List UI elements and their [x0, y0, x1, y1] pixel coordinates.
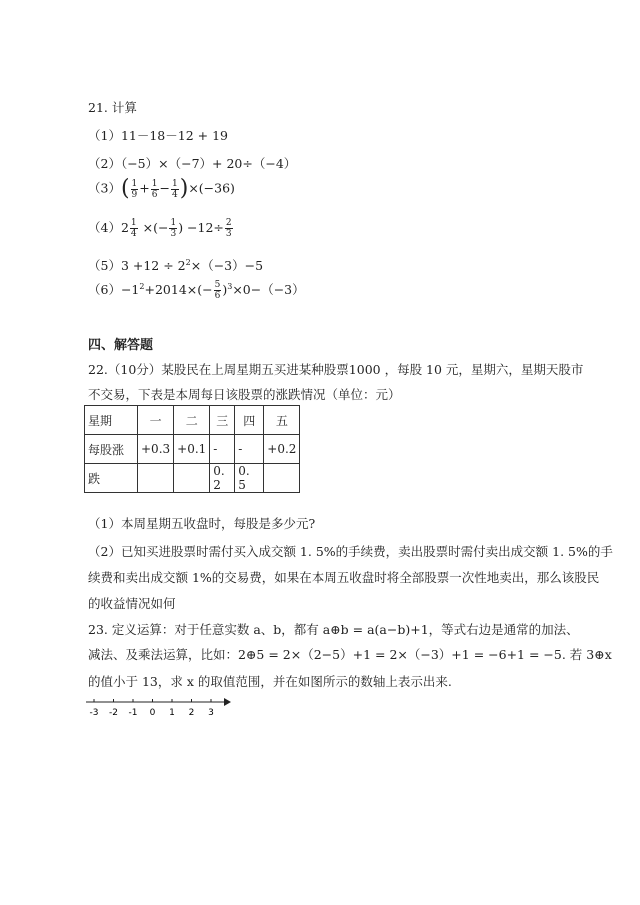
q21-part3: （3）( $\frac{1}{9}$ + $\frac{1}{6}$ − $\frac{1}{4}$ )×(−36) — [88, 176, 235, 201]
q21-part1: （1）11－18－12 + 19 — [88, 128, 228, 143]
number-line-label: 3 — [208, 708, 214, 718]
table-cell: 三 — [210, 406, 235, 435]
number-line-label: -2 — [109, 708, 118, 718]
q22-line1: 22.（10分）某股民在上周星期五买进某种股票1000 ，每股 10 元，星期六，星期天股市 — [88, 362, 584, 377]
q21-part2: （2）（−5）×（−7）+ 20÷（−4） — [88, 156, 297, 171]
q22-line2: 不交易，下表是本周每日该股票的涨跌情况（单位：元） — [88, 387, 401, 402]
table-cell: 五 — [264, 406, 300, 435]
table-cell: 星期 — [85, 406, 138, 435]
table-row — [85, 435, 300, 464]
q21-part5: $(5)3 +12 \div 2^2\times(-3)-5$ — [88, 257, 264, 273]
table-header-row — [85, 406, 300, 435]
table-cell: 跌 — [85, 464, 138, 493]
table-row — [85, 464, 300, 493]
number-line-label: 0 — [149, 708, 156, 718]
table-cell: +0.1 — [174, 435, 210, 464]
table-cell: - — [210, 435, 235, 464]
q22-sub2-line2: 续费和卖出成交额 1%的交易费，如果在本周五收盘时将全部股票一次性地卖出，那么该股民 — [88, 570, 600, 585]
q22-sub1: （1）本周星期五收盘时，每股是多少元? — [88, 516, 316, 531]
q22-sub2-line3: 的收益情况如何 — [88, 596, 176, 611]
q23-line2: 减法、及乘法运算，比如：2⊕5 = 2×（2−5）+1 = 2×（−3）+1 = −6+1 = −5. 若 3⊕x — [88, 647, 612, 662]
table-cell: 0. 5 — [235, 464, 264, 493]
table-cell: 0. 2 — [210, 464, 235, 493]
number-line-label: -3 — [89, 708, 99, 718]
number-line-label: 2 — [188, 708, 195, 718]
number-line — [84, 696, 234, 722]
q22-sub2-line1: （2）已知买进股票时需付买入成交额 1. 5%的手续费，卖出股票时需付卖出成交额 1. 5%的手 — [88, 544, 613, 559]
q23-line3: 的值小于 13，求 x 的取值范围，并在如图所示的数轴上表示出来. — [88, 674, 452, 689]
table-cell: 二 — [174, 406, 210, 435]
number-line-label: -1 — [128, 708, 138, 718]
table-cell — [138, 464, 174, 493]
table-cell: - — [235, 435, 264, 464]
q21-part4: （4）2 $\frac{1}{4}$ ×(− $\frac{1}{3}$ ) −12÷ $\frac{2}{3}$ — [88, 218, 232, 239]
table-cell — [174, 464, 210, 493]
q23-line1: 23. 定义运算：对于任意实数 a、b，都有 a⊕b = a(a−b)+1，等式右边是通常的加法、 — [88, 622, 579, 637]
q21-part6: $(6)-1^2+2014\times(-$ $\frac{5}{6}$ )$^3$×0−（−3） — [88, 280, 305, 301]
table-cell — [264, 464, 300, 493]
table-cell: 每股涨 — [85, 435, 138, 464]
number-line-label: 1 — [169, 708, 175, 718]
price-change-table — [84, 405, 300, 493]
section-title: 四、解答题 — [88, 338, 154, 353]
table-cell: 一 — [138, 406, 174, 435]
table-cell: +0.2 — [264, 435, 300, 464]
table-cell: 四 — [235, 406, 264, 435]
q21-title: 21. 计算 — [88, 100, 137, 115]
table-cell: +0.3 — [138, 435, 174, 464]
